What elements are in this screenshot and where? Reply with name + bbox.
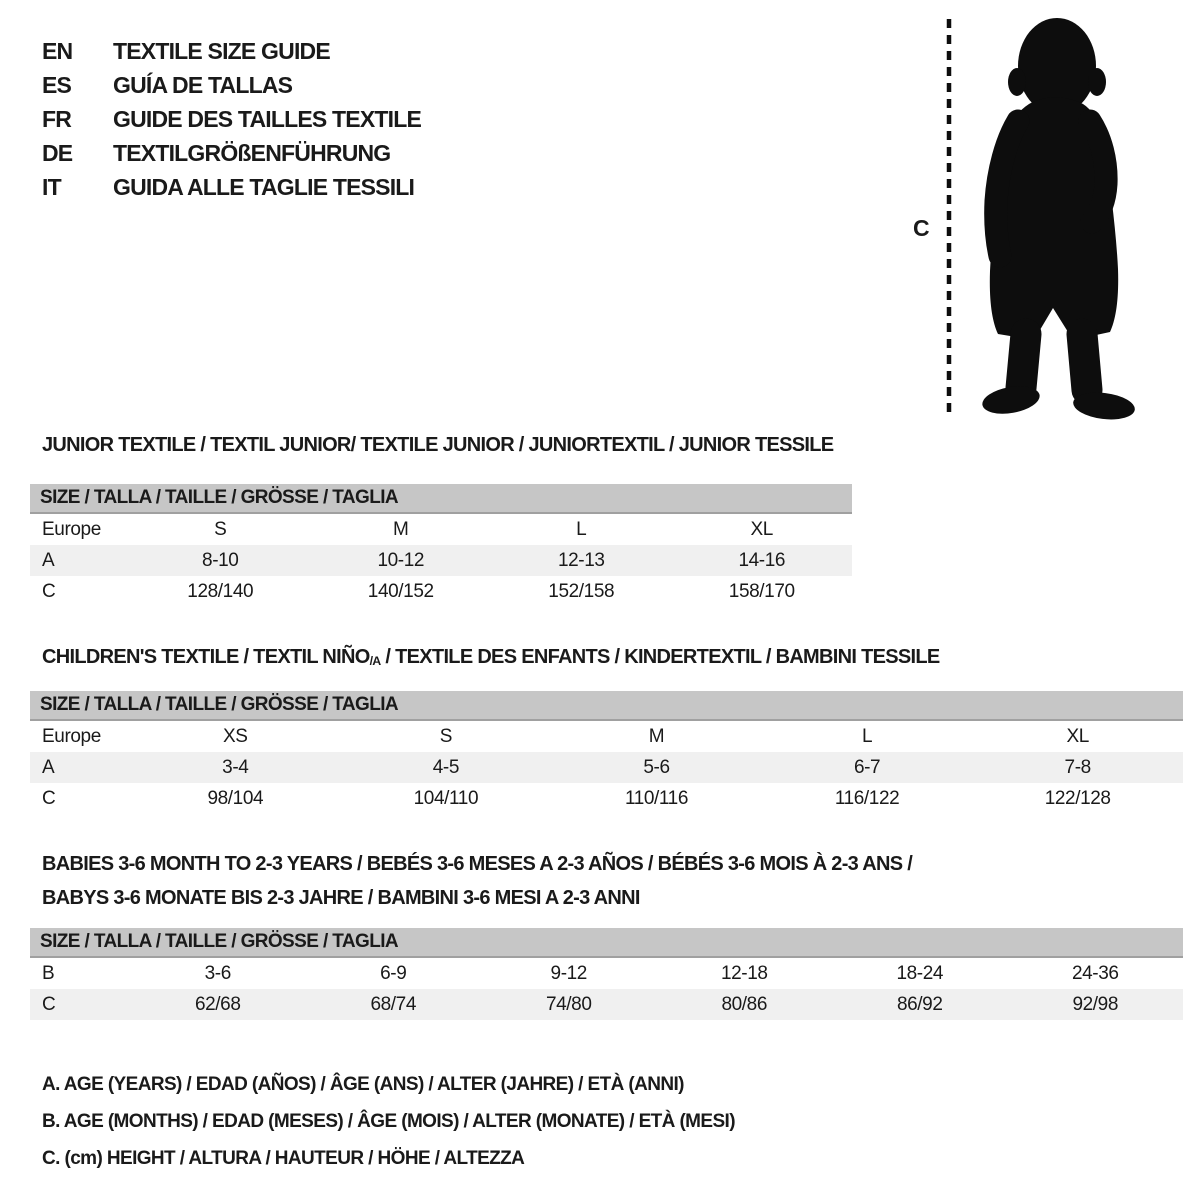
row-label: Europe: [42, 518, 101, 540]
table-cell: 110/116: [624, 787, 689, 809]
language-code: EN: [42, 37, 73, 64]
language-row-it: [42, 170, 421, 204]
table-cell: 5-6: [643, 756, 670, 778]
language-row-es: [42, 68, 421, 102]
babies-title-line2: BABYS 3-6 MONATE BIS 2-3 JAHRE / BAMBINI 3-6 MESI A 2-3 ANNI: [42, 887, 640, 909]
table-cell: 3-4: [222, 756, 249, 778]
table-cell: 3-6: [204, 962, 231, 984]
language-row-de: [42, 136, 421, 170]
table-cell: 116/122: [834, 787, 900, 809]
table-cell: S: [214, 518, 227, 540]
language-title: TEXTILE SIZE GUIDE: [113, 37, 330, 64]
table-cell: 92/98: [1072, 993, 1119, 1015]
babies-section-title: [42, 847, 912, 915]
table-cell: 8-10: [202, 549, 239, 571]
table-cell: 80/86: [721, 993, 768, 1015]
language-code: ES: [42, 71, 72, 98]
table-cell: 104/110: [413, 787, 479, 809]
table-row-height: [30, 783, 1183, 814]
language-title-list: [42, 34, 421, 204]
junior-section-title: JUNIOR TEXTILE / TEXTIL JUNIOR/ TEXTILE JUNIOR / JUNIORTEXTIL / JUNIOR TESSILE: [42, 434, 834, 456]
table-cell: M: [393, 518, 409, 540]
children-size-table: [30, 691, 1183, 814]
children-section-title: [42, 646, 940, 669]
children-title-post: / TEXTILE DES ENFANTS / KINDERTEXTIL / BAMBINI TESSILE: [380, 646, 940, 668]
table-cell: 12-18: [720, 962, 768, 984]
language-title: GUIDA ALLE TAGLIE TESSILI: [113, 173, 415, 200]
table-cell: 10-12: [377, 549, 425, 571]
junior-size-table: [30, 484, 852, 607]
footnote-height-cm: C. (cm) HEIGHT / ALTURA / HAUTEUR / HÖHE / ALTEZZA: [42, 1148, 525, 1169]
row-label: Europe: [42, 725, 101, 747]
language-code: FR: [42, 105, 72, 132]
children-title-sub: /A: [369, 654, 381, 668]
size-table-header: SIZE / TALLA / TAILLE / GRÖSSE / TAGLIA: [30, 691, 1183, 721]
table-cell: XL: [750, 518, 773, 540]
babies-title-line1: BABIES 3-6 MONTH TO 2-3 YEARS / BEBÉS 3-6 MESES A 2-3 AÑOS / BÉBÉS 3-6 MOIS À 2-3 ANS /: [42, 853, 913, 875]
row-label: A: [42, 756, 55, 778]
table-cell: 7-8: [1064, 756, 1091, 778]
table-row-age: [30, 752, 1183, 783]
table-cell: 158/170: [728, 580, 795, 602]
table-cell: 128/140: [187, 580, 254, 602]
table-row-europe: [30, 514, 852, 545]
language-title: GUÍA DE TALLAS: [113, 71, 293, 98]
table-row-months: [30, 958, 1183, 989]
table-cell: L: [861, 725, 873, 747]
toddler-silhouette-icon: [966, 14, 1144, 420]
table-cell: 140/152: [367, 580, 434, 602]
language-code: IT: [42, 173, 61, 200]
table-cell: 4-5: [432, 756, 460, 778]
table-cell: M: [648, 725, 665, 747]
footnote-age-months: B. AGE (MONTHS) / EDAD (MESES) / ÂGE (MOIS) / ALTER (MONATE) / ETÀ (MESI): [42, 1111, 735, 1132]
table-row-age: [30, 545, 852, 576]
babies-size-table: [30, 928, 1183, 1020]
table-row-europe: [30, 721, 1183, 752]
size-table-header: SIZE / TALLA / TAILLE / GRÖSSE / TAGLIA: [30, 928, 1183, 958]
table-cell: 152/158: [548, 580, 615, 602]
legend-footnotes: [42, 1066, 735, 1177]
table-cell: 18-24: [896, 962, 944, 984]
table-cell: 12-13: [557, 549, 605, 571]
language-row-fr: [42, 102, 421, 136]
height-measure-label: C: [913, 215, 930, 241]
row-label: C: [42, 580, 56, 602]
table-row-height: [30, 576, 852, 607]
children-title-pre: CHILDREN'S TEXTILE / TEXTIL NIÑO: [42, 646, 370, 668]
row-label: C: [42, 787, 56, 809]
table-cell: 9-12: [550, 962, 587, 984]
table-row-height: [30, 989, 1183, 1020]
table-cell: 122/128: [1044, 787, 1111, 809]
table-cell: L: [576, 518, 587, 540]
language-title: GUIDE DES TAILLES TEXTILE: [113, 105, 421, 132]
table-cell: 98/104: [207, 787, 264, 809]
table-cell: 6-9: [380, 962, 407, 984]
table-cell: XS: [223, 725, 248, 747]
row-label: C: [42, 993, 56, 1015]
footnote-age-years: A. AGE (YEARS) / EDAD (AÑOS) / ÂGE (ANS) / ALTER (JAHRE) / ETÀ (ANNI): [42, 1074, 684, 1095]
language-row-en: [42, 34, 421, 68]
table-cell: XL: [1066, 725, 1089, 747]
table-cell: 14-16: [738, 549, 786, 571]
row-label: B: [42, 962, 55, 984]
table-cell: 74/80: [545, 993, 592, 1015]
height-dashed-line-icon: [944, 17, 954, 417]
language-code: DE: [42, 139, 73, 166]
table-cell: 62/68: [194, 993, 241, 1015]
size-table-header: SIZE / TALLA / TAILLE / GRÖSSE / TAGLIA: [30, 484, 852, 514]
table-cell: 6-7: [853, 756, 881, 778]
language-title: TEXTILGRÖßENFÜHRUNG: [113, 139, 391, 166]
table-cell: 68/74: [370, 993, 417, 1015]
table-cell: 24-36: [1071, 962, 1119, 984]
table-cell: S: [439, 725, 453, 747]
row-label: A: [42, 549, 55, 571]
table-cell: 86/92: [896, 993, 943, 1015]
